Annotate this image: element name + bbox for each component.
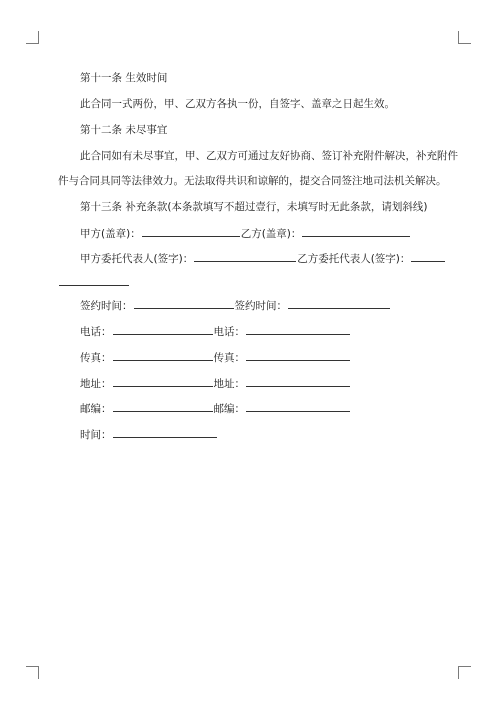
sign-time-label-a: 签约时间：: [80, 300, 133, 312]
postcode-row: [80, 401, 351, 416]
phone-label-a: 电话：: [80, 326, 112, 338]
representative-row: [80, 251, 446, 266]
crop-mark-top-left: [26, 31, 39, 44]
phone-row: [80, 324, 351, 339]
postcode-blank-a[interactable]: [113, 401, 213, 412]
postcode-blank-b[interactable]: [246, 401, 350, 412]
postcode-label-a: 邮编：: [80, 403, 112, 415]
fax-row: [80, 350, 351, 365]
time-row: [80, 427, 218, 442]
address-row: [80, 376, 351, 391]
fax-label-a: 传真：: [80, 352, 112, 364]
address-label-a: 地址：: [80, 378, 112, 390]
party-a-rep-blank[interactable]: [194, 251, 296, 262]
article-13-heading: 第十三条 补充条款(本条款填写不超过壹行，未填写时无此条款，请划斜线): [80, 201, 428, 213]
fax-blank-b[interactable]: [246, 350, 350, 361]
sign-time-row: [80, 298, 391, 313]
sign-time-blank-b[interactable]: [288, 298, 390, 309]
party-a-rep-label: 甲方委托代表人(签字)：: [80, 253, 194, 265]
postcode-label-b: 邮编：: [213, 403, 245, 415]
article-11-text: 此合同一式两份，甲、乙双方各执一份，自签字、盖章之日起生效。: [80, 98, 395, 110]
article-12-heading: 第十二条 未尽事宜: [80, 124, 168, 136]
address-blank-a[interactable]: [113, 376, 213, 387]
article-11-heading: 第十一条 生效时间: [80, 72, 168, 84]
fax-label-b: 传真：: [213, 352, 245, 364]
address-label-b: 地址：: [213, 378, 245, 390]
time-blank[interactable]: [113, 427, 217, 438]
sign-time-blank-a[interactable]: [134, 298, 234, 309]
crop-mark-bottom-left: [26, 666, 39, 679]
party-b-rep-label: 乙方委托代表人(签字)：: [297, 253, 411, 265]
fax-blank-a[interactable]: [113, 350, 213, 361]
address-blank-b[interactable]: [246, 376, 350, 387]
phone-blank-b[interactable]: [246, 324, 350, 335]
phone-blank-a[interactable]: [113, 324, 213, 335]
article-12-text-line2: 件与合同具同等法律效力。无法取得共识和谅解的，提交合同签注地司法机关解决。: [58, 175, 447, 187]
time-label: 时间：: [80, 429, 112, 441]
representative-row-continued: [58, 275, 130, 290]
article-12-text-line1: 此合同如有未尽事宜，甲、乙双方可通过友好协商、签订补充附件解决，补充附件: [80, 150, 458, 162]
seal-row: [80, 226, 411, 241]
party-b-seal-label: 乙方(盖章)：: [240, 228, 302, 240]
sign-time-label-b: 签约时间：: [234, 300, 287, 312]
party-b-rep-blank[interactable]: [411, 251, 445, 262]
party-a-seal-blank[interactable]: [142, 226, 240, 237]
party-b-rep-blank-cont[interactable]: [59, 275, 129, 286]
crop-mark-bottom-right: [458, 666, 471, 679]
party-b-seal-blank[interactable]: [302, 226, 410, 237]
crop-mark-top-right: [458, 31, 471, 44]
phone-label-b: 电话：: [213, 326, 245, 338]
party-a-seal-label: 甲方(盖章)：: [80, 228, 141, 240]
